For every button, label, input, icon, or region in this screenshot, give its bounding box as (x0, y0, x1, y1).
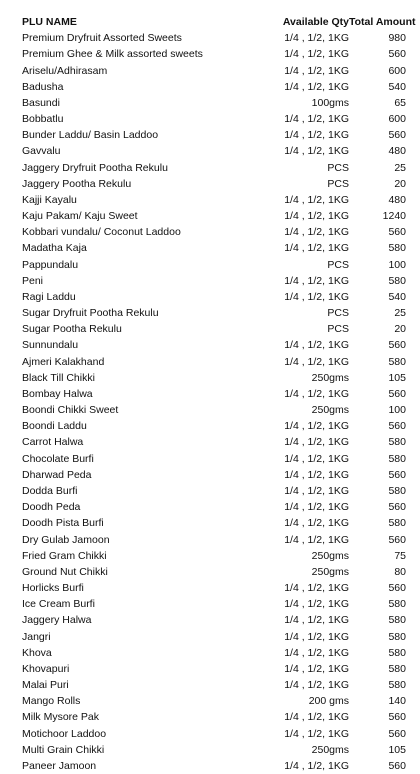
item-name: Premium Ghee & Milk assorted sweets (22, 48, 203, 61)
item-amount: 560 (388, 420, 406, 433)
item-name: Black Till Chikki (22, 371, 95, 384)
item-qty: 1/4 , 1/2, 1KG (284, 32, 349, 45)
table-row (22, 95, 406, 111)
header-total-amount: Total Amount (349, 16, 416, 28)
item-qty: 250gms (311, 565, 349, 578)
item-name: Jangri (22, 630, 51, 643)
item-amount: 580 (388, 355, 406, 368)
item-name: Khova (22, 646, 52, 659)
item-qty: 1/4 , 1/2, 1KG (284, 420, 349, 433)
table-row (22, 677, 406, 693)
item-name: Sugar Pootha Rekulu (22, 323, 122, 336)
table-row (22, 612, 406, 628)
table-row (22, 30, 406, 46)
item-qty: 1/4 , 1/2, 1KG (284, 48, 349, 61)
table-row (22, 305, 406, 321)
item-amount: 580 (388, 436, 406, 449)
item-qty: 1/4 , 1/2, 1KG (284, 582, 349, 595)
item-name: Paneer Jamoon (22, 759, 97, 772)
item-name: Ajmeri Kalakhand (22, 355, 105, 368)
item-name: Bombay Halwa (22, 387, 93, 400)
table-row (22, 693, 406, 709)
item-amount: 560 (388, 582, 406, 595)
item-qty: 1/4 , 1/2, 1KG (284, 274, 349, 287)
table-row (22, 257, 406, 273)
item-qty: 1/4 , 1/2, 1KG (284, 242, 349, 255)
item-name: Sunnundalu (22, 339, 79, 352)
item-name: Basundi (22, 96, 60, 109)
item-amount: 580 (388, 662, 406, 675)
item-qty: 1/4 , 1/2, 1KG (284, 484, 349, 497)
item-amount: 580 (388, 598, 406, 611)
item-amount: 560 (388, 501, 406, 514)
item-name: Boondi Laddu (22, 420, 87, 433)
item-amount: 580 (388, 679, 406, 692)
item-name: Mango Rolls (22, 695, 81, 708)
item-amount: 480 (388, 145, 406, 158)
table-row (22, 402, 406, 418)
item-name: Carrot Halwa (22, 436, 84, 449)
table-row (22, 192, 406, 208)
item-amount: 600 (388, 113, 406, 126)
item-amount: 540 (388, 80, 406, 93)
item-name: Premium Dryfruit Assorted Sweets (22, 32, 182, 45)
item-amount: 80 (394, 565, 406, 578)
item-name: Madatha Kaja (22, 242, 87, 255)
item-amount: 560 (388, 759, 406, 772)
table-row (22, 499, 406, 515)
item-qty: PCS (327, 307, 349, 320)
item-qty: 1/4 , 1/2, 1KG (284, 630, 349, 643)
table-row (22, 63, 406, 79)
table-row (22, 483, 406, 499)
item-qty: 1/4 , 1/2, 1KG (284, 436, 349, 449)
item-qty: 250gms (311, 549, 349, 562)
item-qty: 1/4 , 1/2, 1KG (284, 387, 349, 400)
table-row (22, 532, 406, 548)
item-amount: 560 (388, 727, 406, 740)
item-name: Multi Grain Chikki (22, 743, 105, 756)
item-qty: 1/4 , 1/2, 1KG (284, 727, 349, 740)
item-qty: 1/4 , 1/2, 1KG (284, 129, 349, 142)
item-name: Fried Gram Chikki (22, 549, 107, 562)
item-name: Ice Cream Burfi (22, 598, 95, 611)
table-row (22, 742, 406, 758)
item-name: Dharwad Peda (22, 468, 92, 481)
item-name: Dry Gulab Jamoon (22, 533, 110, 546)
item-amount: 580 (388, 614, 406, 627)
item-amount: 580 (388, 630, 406, 643)
table-row (22, 709, 406, 725)
item-name: Motichoor Laddoo (22, 727, 107, 740)
item-qty: 250gms (311, 371, 349, 384)
item-amount: 560 (388, 387, 406, 400)
item-amount: 580 (388, 517, 406, 530)
item-qty: 1/4 , 1/2, 1KG (284, 517, 349, 530)
item-name: Doodh Peda (22, 501, 81, 514)
item-name: Gavvalu (22, 145, 61, 158)
table-row (22, 580, 406, 596)
item-amount: 560 (388, 129, 406, 142)
item-name: Bunder Laddu/ Basin Laddoo (22, 129, 159, 142)
table-row (22, 273, 406, 289)
item-qty: 1/4 , 1/2, 1KG (284, 614, 349, 627)
item-qty: 1/4 , 1/2, 1KG (284, 646, 349, 659)
item-qty: 1/4 , 1/2, 1KG (284, 290, 349, 303)
table-row (22, 386, 406, 402)
item-qty: 1/4 , 1/2, 1KG (284, 662, 349, 675)
item-name: Bobbatlu (22, 113, 64, 126)
item-amount: 580 (388, 484, 406, 497)
item-amount: 560 (388, 339, 406, 352)
table-row (22, 289, 406, 305)
item-amount: 480 (388, 193, 406, 206)
item-name: Peni (22, 274, 44, 287)
item-name: Milk Mysore Pak (22, 711, 100, 724)
item-qty: PCS (327, 258, 349, 271)
item-qty: 1/4 , 1/2, 1KG (284, 339, 349, 352)
item-qty: 200 gms (308, 695, 349, 708)
item-amount: 540 (388, 290, 406, 303)
table-row (22, 79, 406, 95)
table-row (22, 451, 406, 467)
item-amount: 140 (388, 695, 406, 708)
item-name: Pappundalu (22, 258, 79, 271)
item-qty: 1/4 , 1/2, 1KG (284, 533, 349, 546)
table-row (22, 111, 406, 127)
table-body (22, 30, 406, 774)
table-row (22, 418, 406, 434)
table-row (22, 321, 406, 337)
table-row (22, 726, 406, 742)
item-amount: 20 (394, 177, 406, 190)
item-amount: 20 (394, 323, 406, 336)
item-name: Dodda Burfi (22, 484, 78, 497)
item-amount: 580 (388, 274, 406, 287)
item-name: Ragi Laddu (22, 290, 76, 303)
item-name: Malai Puri (22, 679, 69, 692)
item-qty: 1/4 , 1/2, 1KG (284, 113, 349, 126)
item-qty: PCS (327, 323, 349, 336)
table-row (22, 46, 406, 62)
item-name: Kajji Kayalu (22, 193, 77, 206)
item-name: Badusha (22, 80, 64, 93)
table-row (22, 596, 406, 612)
item-qty: PCS (327, 177, 349, 190)
item-amount: 560 (388, 533, 406, 546)
item-name: Kobbari vundalu/ Coconut Laddoo (22, 226, 181, 239)
item-amount: 560 (388, 711, 406, 724)
item-qty: 1/4 , 1/2, 1KG (284, 193, 349, 206)
item-amount: 580 (388, 242, 406, 255)
item-amount: 580 (388, 646, 406, 659)
item-name: Sugar Dryfruit Pootha Rekulu (22, 307, 159, 320)
item-qty: PCS (327, 161, 349, 174)
table-row (22, 661, 406, 677)
table-row (22, 564, 406, 580)
table-row (22, 629, 406, 645)
item-amount: 580 (388, 452, 406, 465)
item-qty: 1/4 , 1/2, 1KG (284, 64, 349, 77)
table-header (22, 14, 416, 30)
item-amount: 560 (388, 48, 406, 61)
table-row (22, 208, 406, 224)
table-row (22, 143, 406, 159)
item-qty: 1/4 , 1/2, 1KG (284, 355, 349, 368)
item-qty: 1/4 , 1/2, 1KG (284, 226, 349, 239)
item-name: Ground Nut Chikki (22, 565, 108, 578)
item-name: Boondi Chikki Sweet (22, 404, 119, 417)
item-amount: 1240 (382, 210, 406, 223)
table-row (22, 434, 406, 450)
table-row (22, 176, 406, 192)
item-qty: 1/4 , 1/2, 1KG (284, 452, 349, 465)
item-qty: 1/4 , 1/2, 1KG (284, 80, 349, 93)
table-row (22, 240, 406, 256)
item-qty: 1/4 , 1/2, 1KG (284, 711, 349, 724)
item-name: Jaggery Dryfruit Pootha Rekulu (22, 161, 168, 174)
item-amount: 25 (394, 161, 406, 174)
item-amount: 560 (388, 468, 406, 481)
item-qty: 250gms (311, 404, 349, 417)
item-name: Khovapuri (22, 662, 70, 675)
item-name: Kaju Pakam/ Kaju Sweet (22, 210, 138, 223)
table-row (22, 758, 406, 774)
item-qty: 1/4 , 1/2, 1KG (284, 468, 349, 481)
item-qty: 100gms (311, 96, 349, 109)
item-amount: 105 (388, 743, 406, 756)
item-qty: 1/4 , 1/2, 1KG (284, 759, 349, 772)
header-plu-name: PLU NAME (22, 16, 77, 28)
table-row (22, 127, 406, 143)
table-row (22, 370, 406, 386)
item-qty: 1/4 , 1/2, 1KG (284, 679, 349, 692)
item-name: Chocolate Burfi (22, 452, 94, 465)
item-name: Jaggery Halwa (22, 614, 92, 627)
item-amount: 980 (388, 32, 406, 45)
item-amount: 75 (394, 549, 406, 562)
item-name: Doodh Pista Burfi (22, 517, 104, 530)
table-row (22, 354, 406, 370)
item-amount: 25 (394, 307, 406, 320)
item-amount: 100 (388, 258, 406, 271)
item-name: Horlicks Burfi (22, 582, 84, 595)
table-row (22, 645, 406, 661)
item-amount: 560 (388, 226, 406, 239)
table-row (22, 515, 406, 531)
item-amount: 105 (388, 371, 406, 384)
item-qty: 1/4 , 1/2, 1KG (284, 598, 349, 611)
header-available-qty: Available Qty (282, 16, 349, 28)
item-name: Ariselu/Adhirasam (22, 64, 108, 77)
item-qty: 1/4 , 1/2, 1KG (284, 501, 349, 514)
table-row (22, 160, 406, 176)
item-amount: 65 (394, 96, 406, 109)
table-row (22, 224, 406, 240)
item-name: Jaggery Pootha Rekulu (22, 177, 132, 190)
table-row (22, 548, 406, 564)
item-qty: 1/4 , 1/2, 1KG (284, 210, 349, 223)
item-qty: 1/4 , 1/2, 1KG (284, 145, 349, 158)
table-row (22, 467, 406, 483)
item-amount: 100 (388, 404, 406, 417)
table-row (22, 337, 406, 353)
item-qty: 250gms (311, 743, 349, 756)
item-amount: 600 (388, 64, 406, 77)
